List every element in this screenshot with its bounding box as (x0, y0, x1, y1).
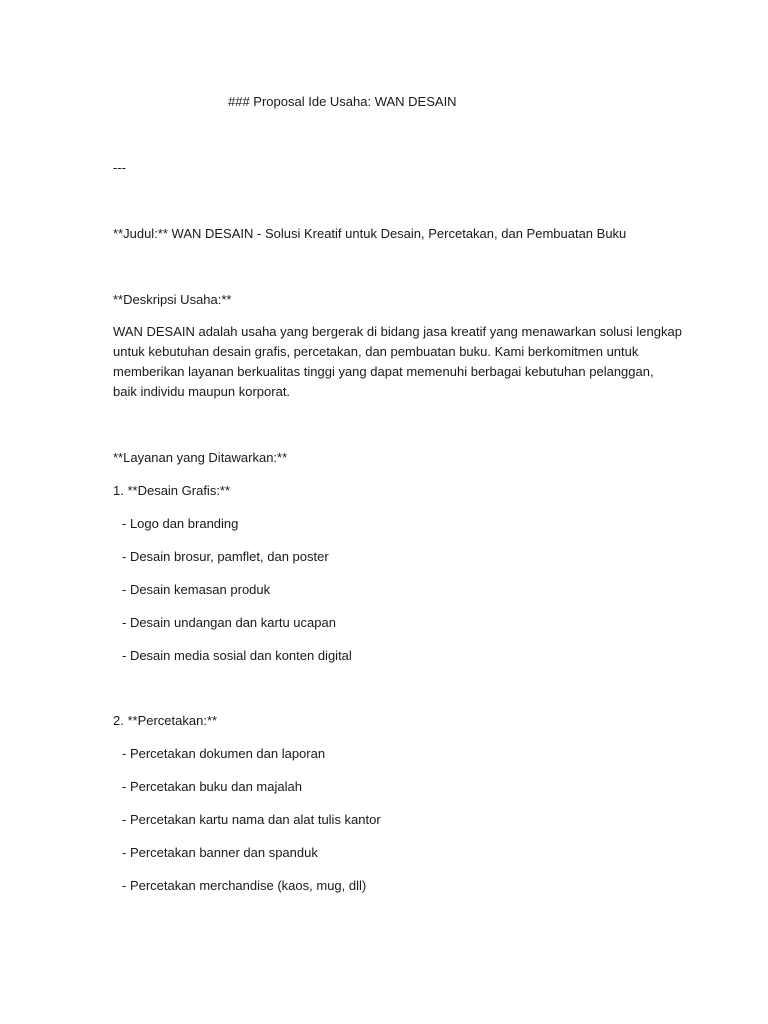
list-item: - Logo dan branding (122, 516, 239, 531)
deskripsi-line: baik individu maupun korporat. (113, 384, 291, 399)
layanan-heading: **Layanan yang Ditawarkan:** (113, 450, 288, 465)
separator: --- (113, 160, 126, 175)
deskripsi-paragraph (113, 322, 682, 402)
list-item: - Percetakan merchandise (kaos, mug, dll) (122, 878, 367, 893)
list-item: - Desain undangan dan kartu ucapan (122, 615, 336, 630)
list-item: - Desain brosur, pamflet, dan poster (122, 549, 329, 564)
list-item: - Desain kemasan produk (122, 582, 271, 597)
section1-heading: 1. **Desain Grafis:** (113, 483, 231, 498)
deskripsi-line: WAN DESAIN adalah usaha yang bergerak di bidang jasa kreatif yang menawarkan solusi lengkap (113, 324, 682, 339)
list-item: - Percetakan buku dan majalah (122, 779, 302, 794)
deskripsi-line: memberikan layanan berkualitas tinggi yang dapat memenuhi berbagai kebutuhan pelanggan, (113, 364, 654, 379)
section2-heading: 2. **Percetakan:** (113, 713, 218, 728)
list-item: - Percetakan kartu nama dan alat tulis kantor (122, 812, 381, 827)
deskripsi-line: untuk kebutuhan desain grafis, percetakan, dan pembuatan buku. Kami berkomitmen untuk (113, 344, 639, 359)
list-item: - Desain media sosial dan konten digital (122, 648, 352, 663)
list-item: - Percetakan dokumen dan laporan (122, 746, 326, 761)
list-item: - Percetakan banner dan spanduk (122, 845, 318, 860)
deskripsi-heading: **Deskripsi Usaha:** (113, 292, 232, 307)
document-title: ### Proposal Ide Usaha: WAN DESAIN (228, 94, 457, 109)
judul-line: **Judul:** WAN DESAIN - Solusi Kreatif untuk Desain, Percetakan, dan Pembuatan Buku (113, 226, 627, 241)
